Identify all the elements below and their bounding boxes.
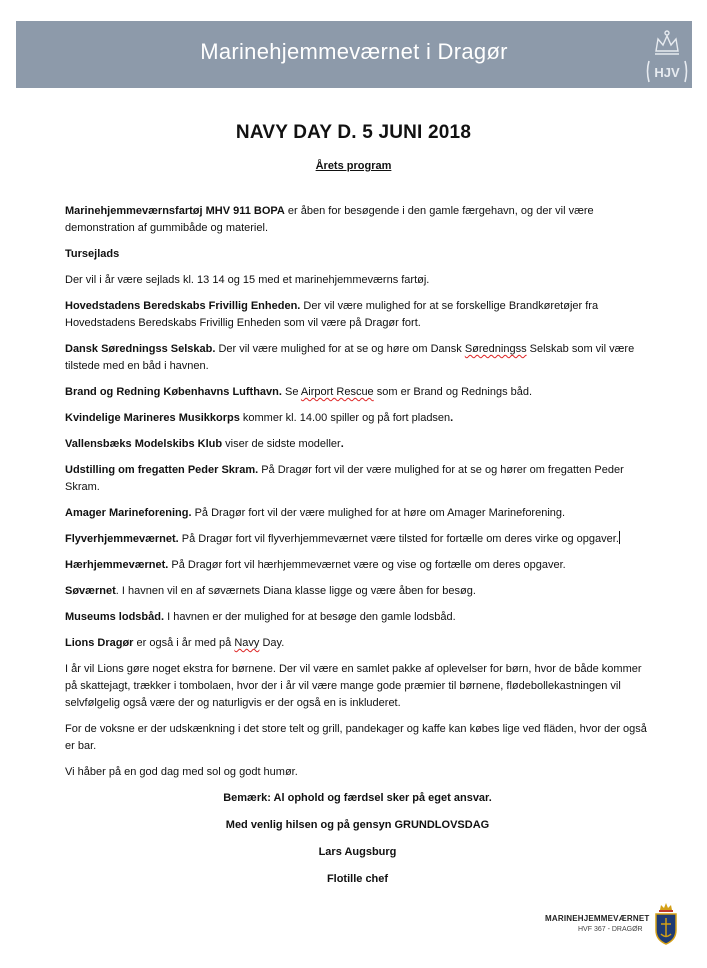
paragraph-modelskibe: Vallensbæks Modelskibs Klub viser de sidste modeller.: [65, 438, 344, 450]
program-body: [65, 203, 650, 898]
paragraph-soredning: Dansk Søredningss Selskab. Der vil være mulighed for at se og høre om Dansk Søredningss Selskab som vil være tilstede med en båd i havnen.: [65, 343, 635, 372]
paragraph-lodsbaad: Museums lodsbåd. I havnen er der mulighed for at besøge den gamle lodsbåd.: [65, 611, 456, 623]
paragraph-lions-children: I år vil Lions gøre noget ekstra for børnene. Der vil være en samlet pakke af oplevelser for børn, hvor de både kommer på skattejagt, trækker i tombolaen, hvor der i år vil være mange gode præmier til børnene, flødebollekastningen vil selvfølgelig også være der og naturligvis er der også en is inkluderet.: [65, 663, 642, 709]
notice-line: Bemærk: Al ophold og færdsel sker på eget ansvar.: [223, 792, 492, 804]
paragraph-lufthavn: Brand og Redning Københavns Lufthavn. Se Airport Rescue som er Brand og Rednings båd.: [65, 386, 533, 398]
hjv-logo: [644, 27, 690, 85]
paragraph-beredskab: Hovedstadens Beredskabs Frivillig Enheden. Der vil være mulighed for at se forskellige Brandkøretøjer fra Hovedstadens Beredskabs Frivillig Enheden som vil være på Dragør fort.: [65, 300, 599, 329]
paragraph-musikkorps: Kvindelige Marineres Musikkorps kommer kl. 14.00 spiller og på fort pladsen.: [65, 412, 454, 424]
footer-logo: [545, 902, 695, 952]
paragraph-haerhjemmevaernet: Hærhjemmeværnet. På Dragør fort vil hærhjemmeværnet være og vise og fortælle om deres opgaver.: [65, 559, 566, 571]
paragraph-marineforening: Amager Marineforening. På Dragør fort vil der være mulighed for at høre om Amager Marineforening.: [65, 507, 566, 519]
paragraph-sovaernet: Søværnet. I havnen vil en af søværnets Diana klasse ligge og være åben for besøg.: [65, 585, 476, 597]
signature-role: Flotille chef: [326, 873, 389, 885]
paragraph-tursejlads: Der vil i år være sejlads kl. 13 14 og 15 med et marinehjemmeværns fartøj.: [65, 274, 430, 286]
text-cursor: [619, 531, 620, 544]
paragraph-adults: For de voksne er der udskænkning i det store telt og grill, pandekager og kaffe kan købes lige ved fläden, hvor der også er bar.: [65, 723, 647, 752]
paragraph-lions: Lions Dragør er også i år med på Navy Day.: [65, 637, 285, 649]
footer-org-name: MARINEHJEMMEVÆRNET: [545, 914, 650, 923]
crown-icon: [655, 31, 679, 54]
document-subtitle: Årets program: [315, 160, 392, 172]
page-header: [16, 21, 692, 88]
greeting-line: Med venlig hilsen og på gensyn GRUNDLOVSDAG: [225, 819, 490, 831]
naval-crest-icon: [651, 902, 681, 946]
paragraph-flyverhjemmevaernet: Flyverhjemmeværnet. På Dragør fort vil flyverhjemmeværnet være tilsted for fortælle om deres virke og opgaver.: [65, 533, 619, 545]
hjv-logo-text: HJV: [654, 65, 680, 80]
paragraph-bopa: Marinehjemmeværnsfartøj MHV 911 BOPA er åben for besøgende i den gamle færgehavn, og der vil være demonstration af gummibåde og materiel.: [65, 205, 594, 234]
paragraph-peder-skram: Udstilling om fregatten Peder Skram. På Dragør fort vil der være mulighed for at se og hører om fregatten Peder Skram.: [65, 464, 624, 493]
paragraph-tursejlads-heading: Tursejlads: [65, 248, 120, 260]
signature-name: Lars Augsburg: [318, 846, 397, 858]
footer-unit: HVF 367 - DRAGØR: [578, 926, 643, 933]
paragraph-wishes: Vi håber på en god dag med sol og godt humør.: [65, 766, 298, 778]
header-title: Marinehjemmeværnet i Dragør: [200, 39, 508, 64]
document-title: NAVY DAY D. 5 JUNI 2018: [235, 122, 472, 143]
